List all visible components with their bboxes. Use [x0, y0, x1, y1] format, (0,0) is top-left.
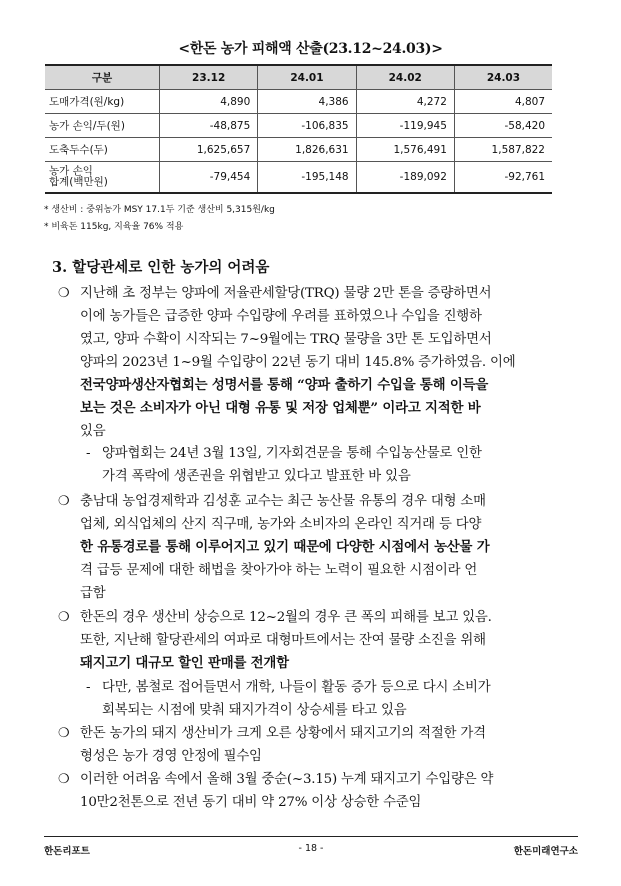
row-label: 도매가격(원/kg)	[45, 90, 160, 114]
text-line: 격 급등 문제에 대한 해법을 찾아가야 하는 노력이 필요한 시점이라 언	[80, 563, 478, 578]
table-cell: 4,272	[356, 90, 454, 114]
paragraph-distribution	[58, 490, 566, 605]
table-title: <한돈 농가 피해액 산출(23.12~24.03)>	[178, 41, 443, 57]
note: * 비육돈 115kg, 지육율 76% 적용	[44, 222, 184, 232]
row-label: 도축두수(두)	[45, 138, 160, 162]
table-row	[45, 114, 552, 138]
sub-item-onion-association	[86, 442, 566, 488]
col-header: 24.02	[356, 65, 454, 90]
note: * 생산비 : 중위농가 MSY 17.1두 기준 생산비 5,315원/kg	[44, 205, 275, 215]
table-cell: -119,945	[356, 114, 454, 138]
text-line: 형성은 농가 경영 안정에 필수임	[80, 749, 262, 764]
page-number: - 18 -	[298, 843, 324, 854]
paragraph-hanwoo-damage	[58, 606, 566, 675]
footer-report-name: 한돈리포트	[44, 846, 90, 857]
text-line: 한돈 농가의 돼지 생산비가 크게 오른 상황에서 돼지고기의 적절한 가격	[80, 726, 486, 741]
text-line: 회복되는 시점에 맞춰 돼지가격이 상승세를 타고 있음	[102, 703, 407, 718]
text-line: 였고, 양파 수확이 시작되는 7~9월에는 TRQ 물량을 3만 톤 도입하면서	[80, 332, 492, 347]
section-heading: 3. 할당관세로 인한 농가의 어려움	[52, 259, 270, 276]
table-cell: -92,761	[454, 162, 552, 194]
circle-bullet-icon: ❍	[58, 610, 70, 625]
table-row	[45, 138, 552, 162]
table-row	[45, 90, 552, 114]
text-line: 이에 농가들은 급증한 양파 수입량에 우려를 표하였으나 수입을 진행하	[80, 309, 482, 324]
text-line: 한돈의 경우 생산비 상승으로 12~2월의 경우 큰 폭의 피해를 보고 있음.	[80, 610, 492, 625]
text-line: 업체, 외식업체의 산지 직구매, 농가와 소비자의 온라인 직거래 등 다양	[80, 517, 482, 532]
table-cell: -58,420	[454, 114, 552, 138]
circle-bullet-icon: ❍	[58, 494, 70, 509]
table-row	[45, 162, 552, 194]
table-cell: 1,576,491	[356, 138, 454, 162]
footer-institute: 한돈미래연구소	[513, 846, 578, 857]
text-line: 또한, 지난해 할당관세의 여파로 대형마트에서는 잔여 물량 소진을 위해	[80, 633, 486, 648]
table-cell: 1,587,822	[454, 138, 552, 162]
table-cell: 1,826,631	[258, 138, 356, 162]
col-header: 23.12	[160, 65, 258, 90]
table-cell: -106,835	[258, 114, 356, 138]
table-cell: -189,092	[356, 162, 454, 194]
table-notes	[44, 202, 275, 236]
table-cell: -195,148	[258, 162, 356, 194]
circle-bullet-icon: ❍	[58, 286, 70, 301]
damage-table	[45, 64, 552, 194]
col-header: 구분	[45, 65, 160, 90]
text-line: 이러한 어려움 속에서 올해 3월 중순(~3.15) 누계 돼지고기 수입량은 약	[80, 772, 494, 787]
circle-bullet-icon: ❍	[58, 726, 70, 741]
dash-bullet: -	[86, 446, 91, 461]
text-line: 있음	[80, 424, 106, 439]
paragraph-price-stability	[58, 722, 566, 768]
text-line: 다만, 봄철로 접어들면서 개학, 나들이 활동 증가 등으로 다시 소비가	[102, 680, 491, 695]
paragraph-onion-trq	[58, 282, 566, 443]
table-header-row	[45, 65, 552, 90]
table-cell: 4,807	[454, 90, 552, 114]
text-line: 충남대 농업경제학과 김성훈 교수는 최근 농산물 유통의 경우 대형 소매	[80, 494, 486, 509]
col-header: 24.03	[454, 65, 552, 90]
text-line: 급함	[80, 586, 106, 601]
text-line: 양파협회는 24년 3월 13일, 기자회견문을 통해 수입농산물로 인한	[102, 446, 482, 461]
text-line: 돼지고기 대규모 할인 판매를 전개함	[80, 655, 289, 671]
page-footer	[44, 836, 578, 857]
dash-bullet: -	[86, 680, 91, 695]
table-cell: 1,625,657	[160, 138, 258, 162]
table-cell: 4,386	[258, 90, 356, 114]
sub-item-spring-recovery	[86, 676, 566, 722]
text-line: 10만2천톤으로 전년 동기 대비 약 27% 이상 상승한 수준임	[80, 795, 422, 810]
text-line: 보는 것은 소비자가 아닌 대형 유통 및 저장 업체뿐” 이라고 지적한 바	[80, 400, 481, 416]
table-cell: 4,890	[160, 90, 258, 114]
text-line: 양파의 2023년 1~9월 수입량이 22년 동기 대비 145.8% 증가하였음. 이에	[80, 355, 516, 370]
text-line: 한 유통경로를 통해 이루어지고 있기 때문에 다양한 시점에서 농산물 가	[80, 539, 490, 555]
text-line: 지난해 초 정부는 양파에 저율관세할당(TRQ) 물량 2만 톤을 증량하면서	[80, 286, 492, 301]
text-line: 가격 폭락에 생존권을 위협받고 있다고 발표한 바 있음	[102, 469, 411, 484]
circle-bullet-icon: ❍	[58, 772, 70, 787]
text-line: 전국양파생산자협회는 성명서를 통해 “양파 출하기 수입을 통해 이득을	[80, 377, 489, 393]
table-cell: -79,454	[160, 162, 258, 194]
row-label-line2: 합계(백만원)	[49, 176, 108, 188]
row-label-line1: 농가 손익	[49, 165, 93, 177]
col-header: 24.01	[258, 65, 356, 90]
row-label	[45, 162, 160, 194]
paragraph-pork-imports	[58, 768, 566, 814]
row-label: 농가 손익/두(원)	[45, 114, 160, 138]
table-cell: -48,875	[160, 114, 258, 138]
